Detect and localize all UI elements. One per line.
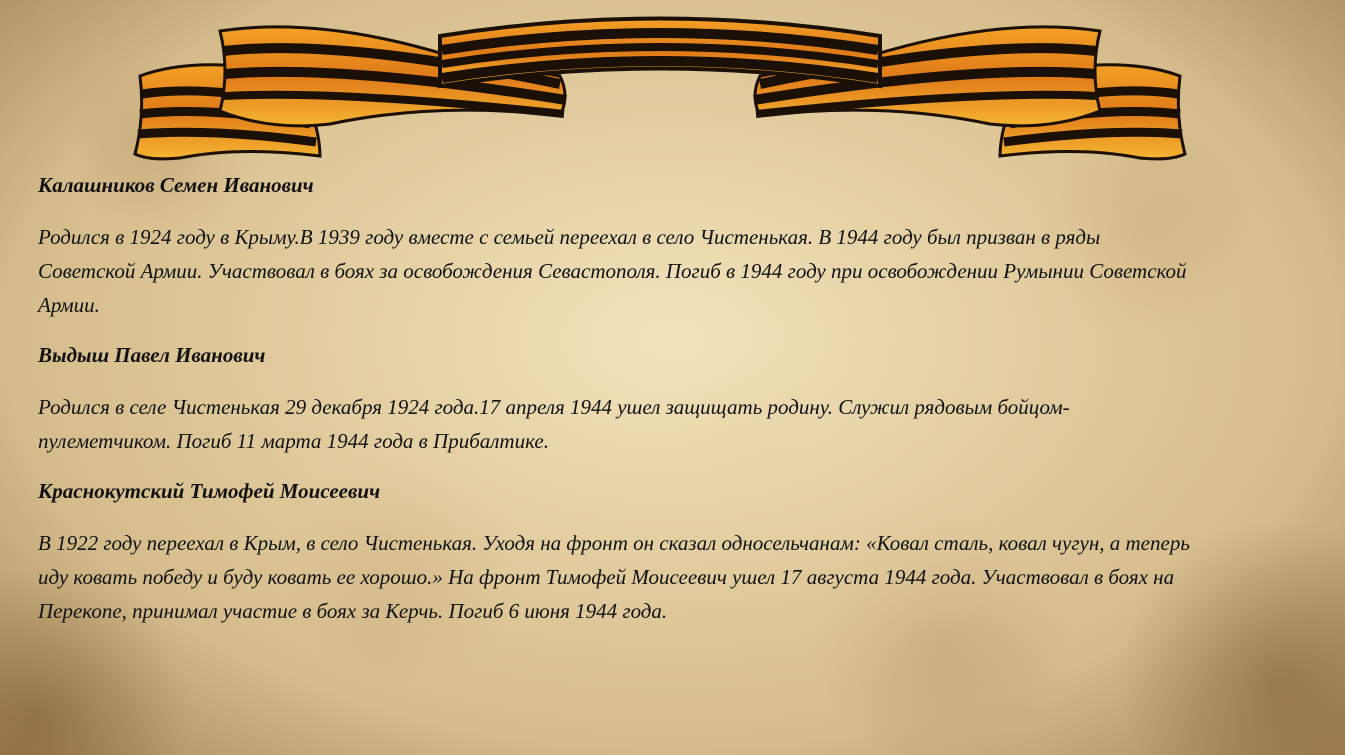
person-bio-3: В 1922 году переехал в Крым, в село Чистенькая. Уходя на фронт он сказал односельчанам: «Ковал сталь, ковал чугун, а теперь иду ковать победу и буду ковать ее хорошо.» На фронт Тимофей Моисеевич ушел 17 августа 1944 года. Участвовал в боях на Перекопе, принимал участие в боях за Керчь. Погиб 6 июня 1944 года.	[38, 531, 1190, 623]
person-name-1: Калашников Семен Иванович	[38, 173, 314, 197]
st-george-ribbon-decoration	[120, 6, 1200, 166]
person-name-2: Выдыш Павел Иванович	[38, 343, 266, 367]
person-bio-2: Родился в селе Чистенькая 29 декабря 1924 года.17 апреля 1944 ушел защищать родину. Служил рядовым бойцом-пулеметчиком. Погиб 11 марта 1944 года в Прибалтике.	[38, 395, 1070, 453]
person-bio-1: Родился в 1924 году в Крыму.В 1939 году вместе с семьей переехал в село Чистенькая. В 1944 году был призван в ряды Советской Армии. Участвовал в боях за освобождения Севастополя. Погиб в 1944 году при освобождении Румынии Советской Армии.	[38, 225, 1187, 317]
memorial-text	[38, 168, 1198, 628]
person-name-3: Краснокутский Тимофей Моисеевич	[38, 479, 381, 503]
ribbon-center-band	[440, 19, 880, 87]
